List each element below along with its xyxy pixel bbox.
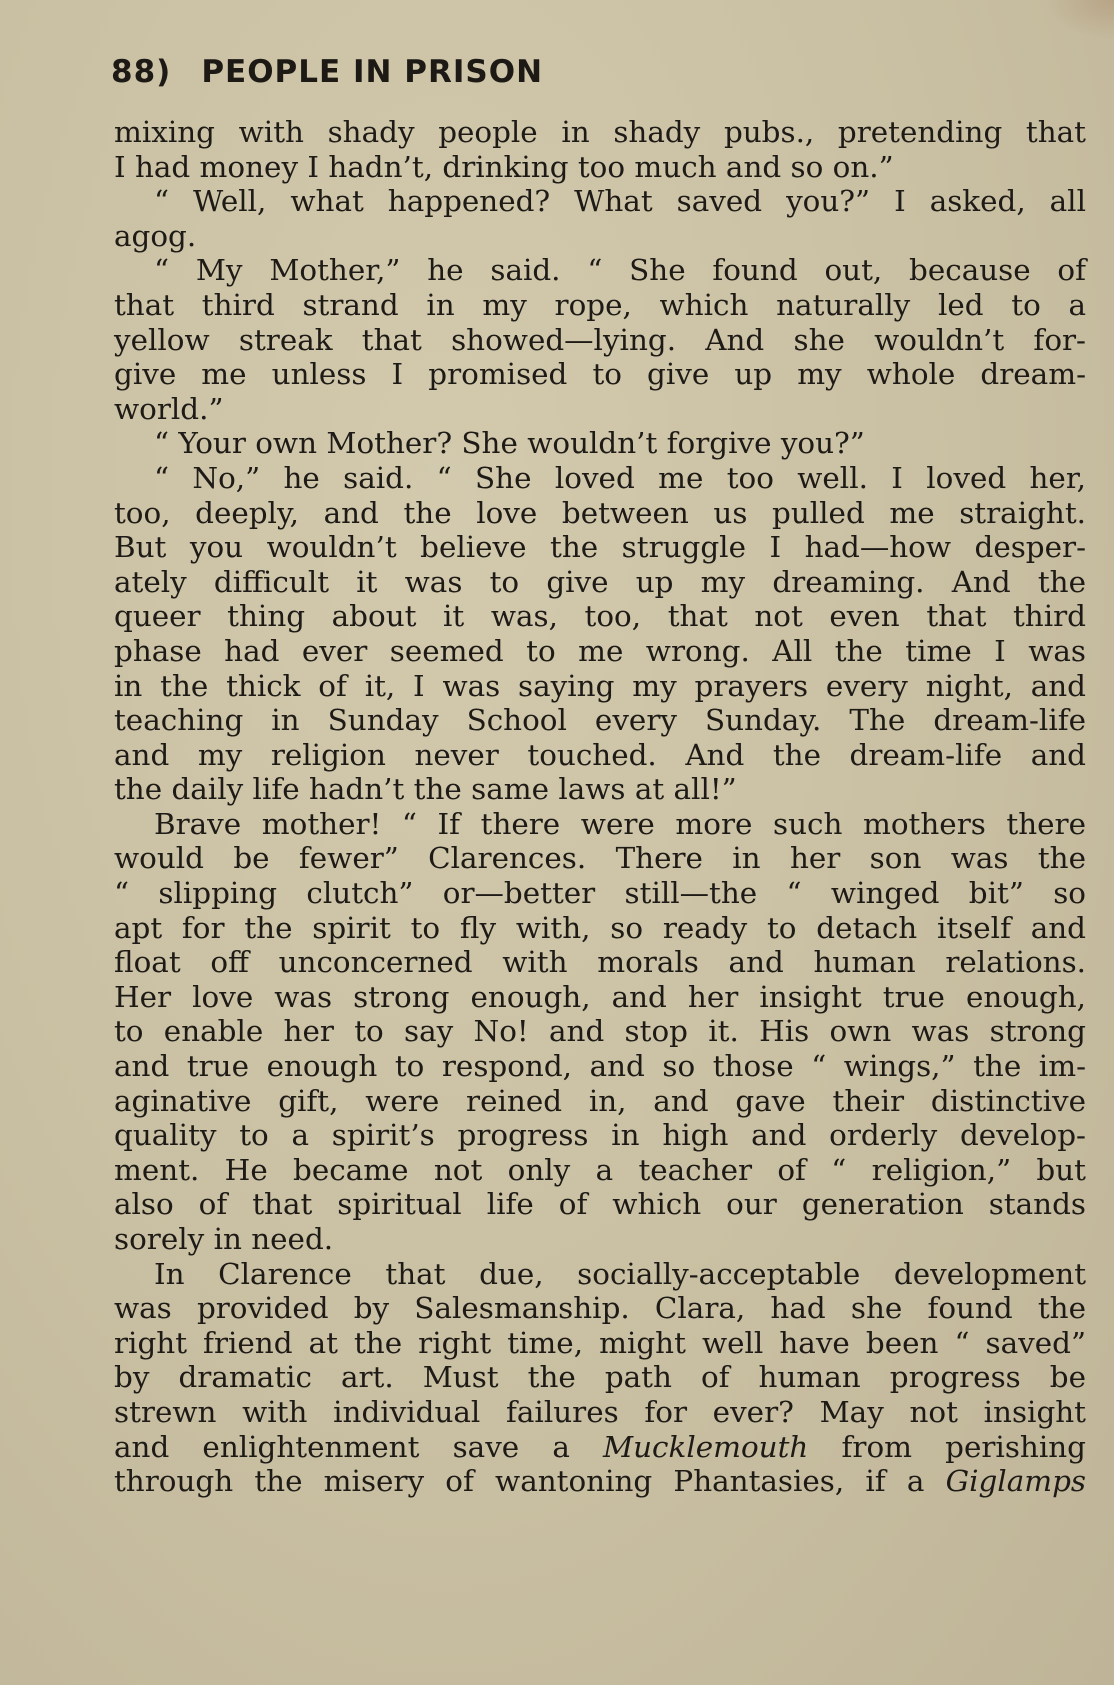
text-line: In Clarence that due, socially-acceptable development <box>154 1256 1086 1291</box>
text-line: yellow streak that showed—lying. And she wouldn’t for- <box>114 322 1086 357</box>
text-line: ment. He became not only a teacher of “ religion,” but <box>114 1152 1086 1187</box>
text-line: “ My Mother,” he said. “ She found out, because of <box>154 253 1086 288</box>
line-text-before: and enlightenment save a <box>114 1429 604 1464</box>
text-line: the daily life hadn’t the same laws at all!” <box>114 772 737 807</box>
text-line: also of that spiritual life of which our generation stands <box>114 1187 1086 1222</box>
text-line: right friend at the right time, might well have been “ saved” <box>114 1325 1086 1360</box>
text-line: teaching in Sunday School every Sunday. The dream-life <box>114 703 1086 738</box>
page-number: 88) <box>111 54 172 90</box>
text-line: apt for the spirit to fly with, so ready to detach itself and <box>114 910 1086 945</box>
text-line: quality to a spirit’s progress in high and orderly develop- <box>114 1118 1086 1153</box>
text-line: queer thing about it was, too, that not even that third <box>114 599 1086 634</box>
text-line: float off unconcerned with morals and human relations. <box>114 945 1086 980</box>
text-line: ately difficult it was to give up my dreaming. And the <box>114 564 1086 599</box>
text-line <box>114 1464 1086 1499</box>
text-line: to enable her to say No! and stop it. His own was strong <box>114 1014 1086 1049</box>
text-line: But you wouldn’t believe the struggle I had—how desper- <box>114 530 1086 565</box>
corner-stain <box>1044 0 1114 40</box>
italic-name-giglamps: Giglamps <box>945 1464 1086 1499</box>
body-text <box>114 115 1086 1499</box>
text-line: “ Your own Mother? She wouldn’t forgive you?” <box>154 426 865 461</box>
text-line: that third strand in my rope, which naturally led to a <box>114 287 1086 322</box>
text-line: mixing with shady people in shady pubs., pretending that <box>114 115 1086 149</box>
text-line: “ Well, what happened? What saved you?” I asked, all <box>154 184 1086 219</box>
running-title: PEOPLE IN PRISON <box>201 54 544 90</box>
text-line: and true enough to respond, and so those “ wings,” the im- <box>114 1049 1086 1084</box>
line-text-after: from perishing <box>808 1429 1086 1464</box>
text-line: Her love was strong enough, and her insight true enough, <box>114 979 1086 1014</box>
text-line: was provided by Salesmanship. Clara, had she found the <box>114 1291 1086 1326</box>
line-text-before: through the misery of wantoning Phantasies, if a <box>114 1464 946 1499</box>
text-line: agog. <box>114 218 197 253</box>
running-head <box>111 54 543 90</box>
text-line: “ slipping clutch” or—better still—the “ winged bit” so <box>114 876 1086 911</box>
text-line: strewn with individual failures for ever? May not insight <box>114 1394 1086 1429</box>
text-line: “ No,” he said. “ She loved me too well. I loved her, <box>154 460 1086 495</box>
text-line: give me unless I promised to give up my whole dream- <box>114 357 1086 392</box>
text-line: aginative gift, were reined in, and gave their distinctive <box>114 1083 1086 1118</box>
text-line: Brave mother! “ If there were more such mothers there <box>154 806 1086 841</box>
text-line <box>114 1430 1086 1465</box>
text-line: phase had ever seemed to me wrong. All the time I was <box>114 633 1086 668</box>
text-line: too, deeply, and the love between us pulled me straight. <box>114 495 1086 530</box>
text-line: would be fewer” Clarences. There in her son was the <box>114 841 1086 876</box>
text-line: world.” <box>114 391 224 426</box>
text-line: sorely in need. <box>114 1222 334 1256</box>
text-line: and my religion never touched. And the dream-life and <box>114 737 1086 772</box>
text-line: in the thick of it, I was saying my prayers every night, and <box>114 668 1086 703</box>
text-line: by dramatic art. Must the path of human progress be <box>114 1360 1086 1395</box>
text-line: I had money I hadn’t, drinking too much and so on.” <box>114 149 894 184</box>
italic-name-mucklemouth: Mucklemouth <box>603 1429 809 1464</box>
